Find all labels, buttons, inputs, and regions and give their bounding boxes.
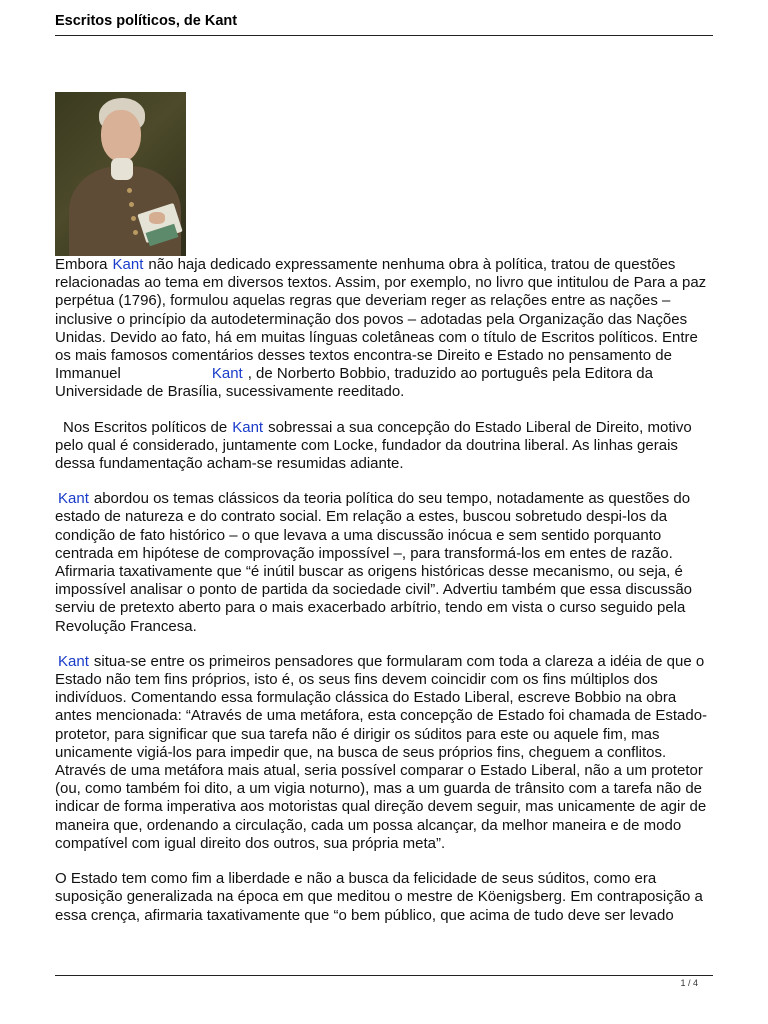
document-title: Escritos políticos, de Kant [55,13,238,29]
kant-link[interactable]: Kant [112,256,144,273]
paragraph-3 [55,490,717,636]
p1-text-a: Embora [55,256,108,273]
kant-portrait-image [55,92,186,256]
kant-link[interactable]: Kant [58,490,89,508]
p3-text-b: abordou os temas clássicos da teoria política do seu tempo, notadamente as questões do estado de natureza e do contrato social. Em relação a estes, buscou sobretudo despi-los da condição de fato histórico – o que levava a uma discussão inócua e sem sentido porquanto centrada em hipótese de comprovação impossível –, para transformá-los em entes de razão. Afirmaria taxativamente que “é inútil buscar as origens históricas desse mecanismo, ou seja, é impossível analisar o ponto de partida da sociedade civil”. Advertiu também que essa discussão serviu de pretexto aberto para o mais exacerbado arbítrio, tendo em vista o curso seguido pela Revolução Francesa. [55,490,693,635]
p5-text-b: O Estado tem como fim a liberdade e não a busca da felicidade de seus súditos, como era suposição generalizada na época em que meditou o mestre de Köenigsberg. Em contraposição a essa crença, afirmaria taxativamente que “o bem público, que acima de tudo deve ser levado [55,870,703,924]
header-divider [55,35,713,36]
paragraph-5 [55,870,717,925]
kant-link[interactable]: Kant [211,365,243,383]
footer-divider [55,975,713,976]
paragraph-1 [55,256,717,402]
p2-text-a: Nos Escritos políticos de [63,418,228,436]
paragraph-2 [55,419,717,474]
paragraph-4 [55,653,717,853]
p4-text-b: situa-se entre os primeiros pensadores que formularam com toda a clareza a idéia de que o Estado não tem fins próprios, isto é, os seus fins devem coincidir com os fins múltiplos dos indivíduos. Comentando essa formulação clássica do Estado Liberal, escreve Bobbio na obra antes mencionada: “Através de uma metáfora, esta concepção de Estado foi chamada de Estado-protetor, para significar que sua tarefa não é dirigir os súditos para este ou aquele fim, mas unicamente vigiá-los para impedir que, na busca de seus próprios fins, cheguem a conflitos. Através de uma metáfora mais atual, seria possível comparar o Estado Liberal, não a um protetor (ou, como também foi dito, a um vigia noturno), mas a um guarda de trânsito com a tarefa não de indicar de forma imperativa aos motoristas qual direção devem seguir, mas unicamente de agir de maneira que, ordenando a circulação, cada um possa alcançar, da melhor maneira e de modo compatível com igual direito dos outros, sua própria meta”. [55,652,708,852]
article-body [55,256,717,942]
kant-link[interactable]: Kant [58,652,89,670]
p1-text-c: , de Norberto Bobbio, traduzido ao português pela Editora da Universidade de Brasília, sucessivamente reeditado. [55,365,653,401]
page-number: 1 / 4 [680,978,698,988]
p1-text-b: não haja dedicado expressamente nenhuma obra à política, tratou de questões relacionadas ao tema em diversos textos. Assim, por exemplo, no livro que intitulou de Para a paz perpétua (1796), formulou aquelas regras que deveriam reger as relações entre as nações – inclusive o princípio da autodeterminação dos povos – adotadas pela Organização das Nações Unidas. Devido ao fato, há em muitas línguas coletâneas com o título de Escritos políticos. Entre os mais famosos comentários desses textos encontra-se Direito e Estado no pensamento de Immanuel [55,256,707,383]
kant-link[interactable]: Kant [232,418,264,436]
p2-text-b: sobressai a sua concepção do Estado Liberal de Direito, motivo pelo qual é considerado, juntamente com Locke, fundador da doutrina liberal. As linhas gerais dessa fundamentação acham-se resumidas adiante. [55,418,692,473]
